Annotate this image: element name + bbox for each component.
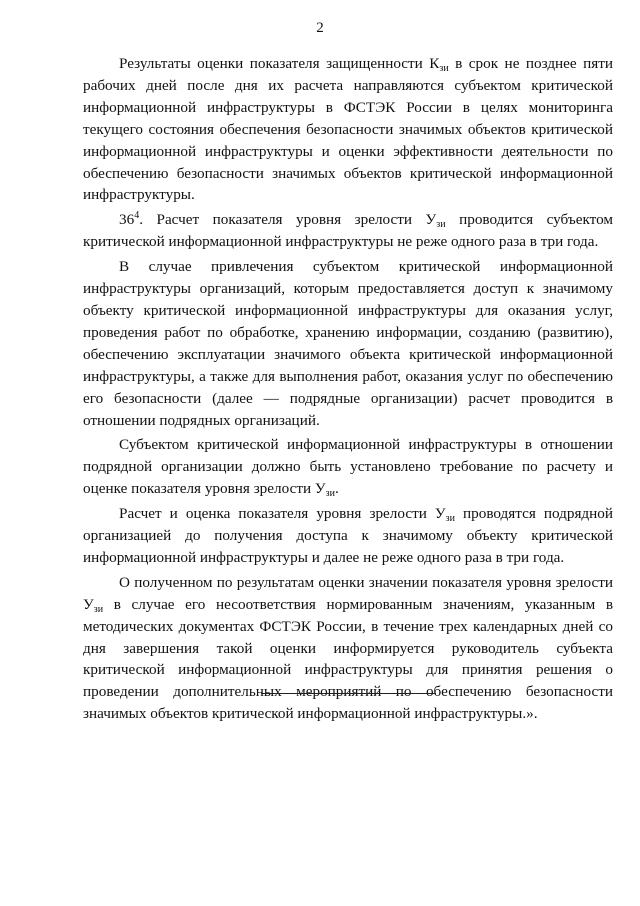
text-run: Результаты оценки показателя защищенности К — [119, 55, 440, 72]
text-run: в случае его несоответствия нормированным значениям, указанным в методических документах ФСТЭК России, в течение трех календарных дней со дня завершения такой оценки информируется руководитель субъекта критической информационной инфраструктуры для принятия решения о проведении дополнительных мероприятий по обеспечению безопасности значимых объектов критической информационной инфраструктуры.». — [83, 595, 613, 723]
text-run: 36 — [119, 211, 135, 229]
text-run: в срок не позднее пяти рабочих дней после дня их расчета направляются субъектом критической информационной инфраструктуры в ФСТЭК России в целях мониторинга текущего состояния обеспечения безопасности значимых объектов критической информационной инфраструктуры и оценки эффективности деятельности по обеспечению безопасности значимых объектов критической информационной инфраструктуры. — [83, 55, 614, 204]
subscript: зи — [325, 488, 335, 500]
paragraph — [83, 572, 613, 725]
paragraph — [83, 434, 613, 500]
subscript: зи — [445, 513, 455, 525]
subscript: зи — [439, 63, 449, 74]
text-run: . Расчет показателя уровня зрелости У — [139, 211, 437, 229]
text-run: В случае привлечения субъектом критической информационной инфраструктуры организаций, которым предоставляется доступ к значимому объекту критической информационной инфраструктуры для оказания услуг, проведения работ по обработке, хранению информации, созданию (развитию), обеспечению эксплуатации значимого объекта критической информационной инфраструктуры, а также для выполнения работ, оказания услуг по обеспечению его безопасности (далее — подрядные организации) расчет проводится в отношении подрядных организаций. — [83, 258, 613, 429]
text-run: Расчет и оценка показателя уровня зрелости У — [119, 505, 446, 523]
paragraph — [83, 209, 613, 253]
subscript: зи — [93, 603, 104, 615]
text-run: О полученном по результатам оценки значении показателя уровня зрелости У — [83, 573, 613, 613]
text-run: проводится субъектом критической информационной инфраструктуры не реже одного раза в три года. — [83, 211, 613, 251]
text-run: . — [334, 480, 339, 498]
end-divider-line — [261, 693, 436, 694]
paragraph — [83, 256, 613, 431]
paragraph — [83, 503, 613, 569]
document-body — [83, 53, 613, 725]
text-run: Субъектом критической информационной инфраструктуры в отношении подрядной организации должно быть установлено требование по расчету и оценке показателя уровня зрелости У — [83, 436, 613, 498]
page-number: 2 — [316, 20, 324, 36]
text-run: проводятся подрядной организацией до получения доступа к значимому объекту критической информационной инфраструктуры и далее не реже одного раза в три года. — [83, 505, 614, 566]
paragraph — [83, 53, 613, 206]
superscript: 4 — [134, 210, 140, 222]
subscript: зи — [436, 219, 446, 231]
